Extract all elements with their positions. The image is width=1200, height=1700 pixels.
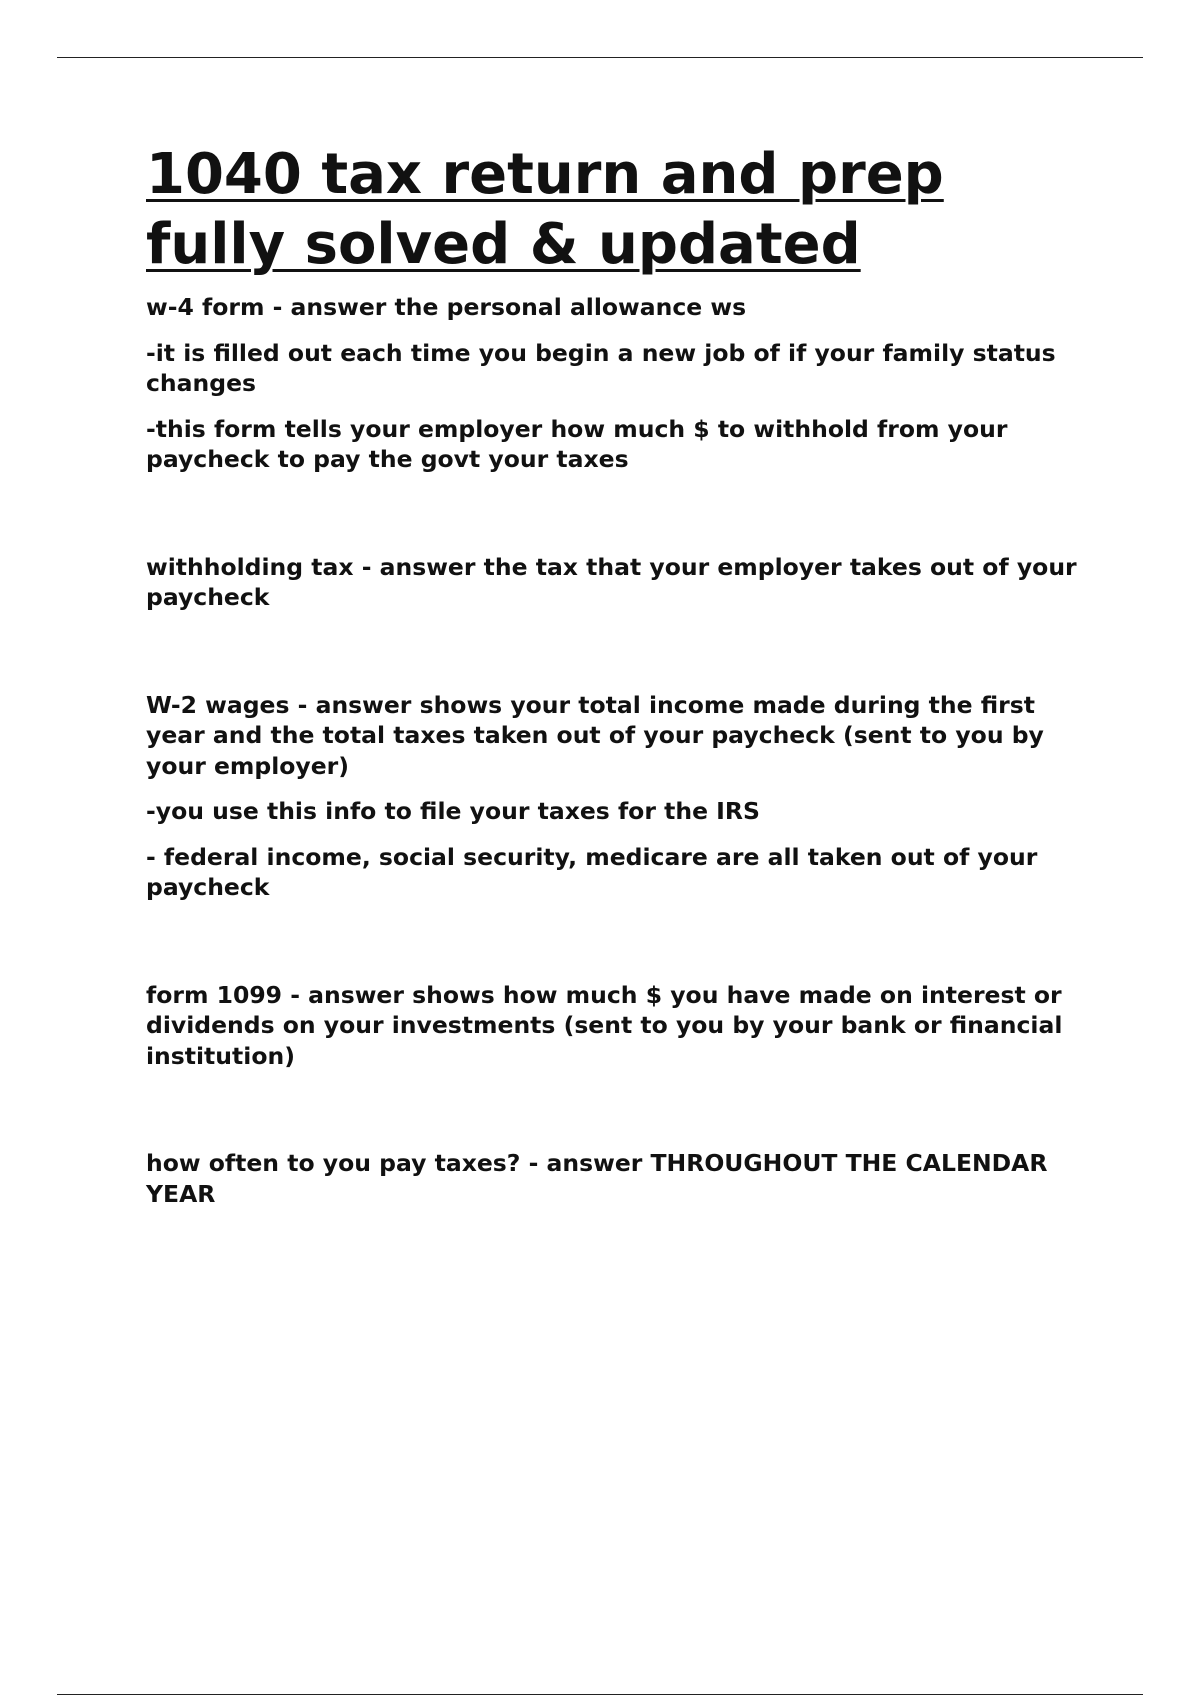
entry-term: w-4 form - answer the personal allowance ws xyxy=(146,293,747,321)
entry-term: W-2 wages - answer shows your total income made during the first year and the total taxes taken out of your paycheck (sent to you by your employer) xyxy=(146,690,1044,780)
title-line-1: 1040 tax return and prep xyxy=(146,142,944,207)
document-body xyxy=(146,140,1096,1224)
top-rule xyxy=(57,57,1143,58)
entry-spacer xyxy=(146,1086,1096,1148)
entry-term: form 1099 - answer shows how much $ you have made on interest or dividends on your investments (sent to you by your bank or financial institution) xyxy=(146,980,1063,1070)
title-line-2: fully solved & updated xyxy=(146,212,861,277)
entry-note: - federal income, social security, medicare are all taken out of your paycheck xyxy=(146,842,1038,901)
entry-w2-wages xyxy=(146,690,1096,903)
document-title xyxy=(146,140,1096,280)
entry-tax-frequency xyxy=(146,1148,1096,1209)
entry-note: -it is filled out each time you begin a new job of if your family status changes xyxy=(146,338,1056,397)
entry-note: -you use this info to file your taxes for the IRS xyxy=(146,797,760,825)
entry-form-1099 xyxy=(146,980,1096,1072)
entry-w4-form xyxy=(146,292,1096,475)
entry-spacer xyxy=(146,628,1096,690)
bottom-rule xyxy=(57,1694,1143,1695)
entry-withholding-tax xyxy=(146,552,1096,613)
entry-term: withholding tax - answer the tax that your employer takes out of your paycheck xyxy=(146,552,1077,611)
entry-note: -this form tells your employer how much $ to withhold from your paycheck to pay the govt your taxes xyxy=(146,414,1008,473)
entry-spacer xyxy=(146,490,1096,552)
flashcard-list xyxy=(146,292,1096,1209)
entry-spacer xyxy=(146,918,1096,980)
entry-term: how often to you pay taxes? - answer THROUGHOUT THE CALENDAR YEAR xyxy=(146,1149,1048,1208)
